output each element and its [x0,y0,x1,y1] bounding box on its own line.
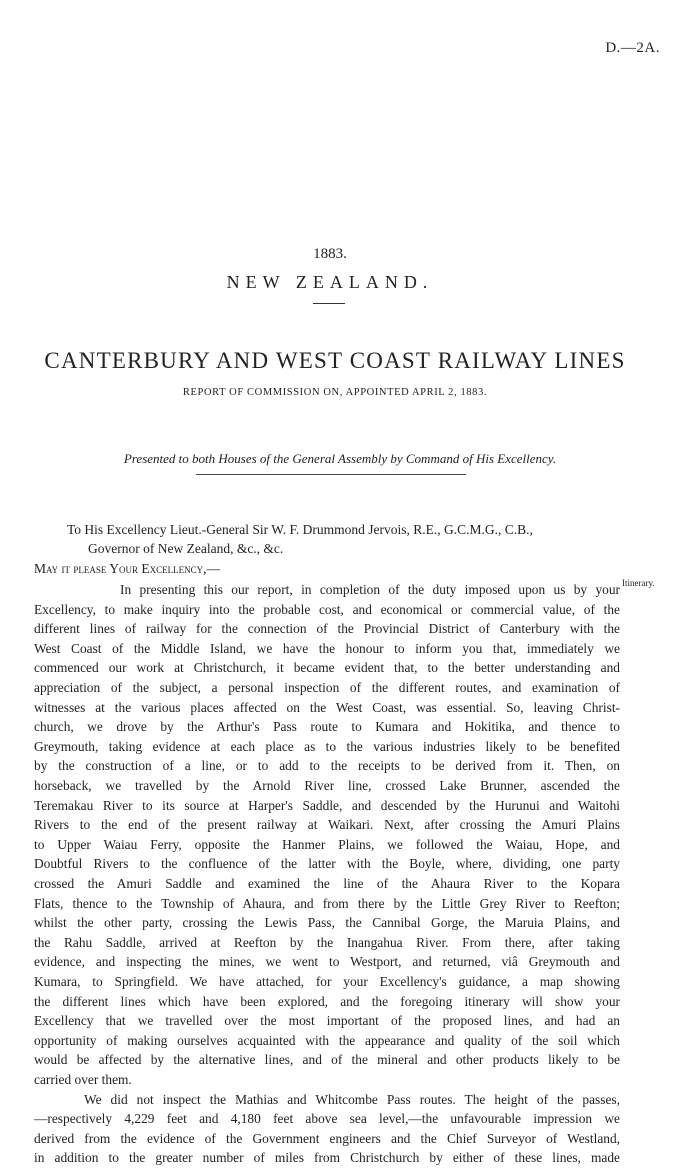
document-title: CANTERBURY AND WEST COAST RAILWAY LINES [44,348,626,373]
body-text-line: We did not inspect the Mathias and Whitcombe Pass routes. The height of the passes, [84,1091,620,1107]
divider [196,474,466,475]
body-text-line: would be affected by the alternative lines, and of the mineral and other products likely to be [34,1052,620,1068]
paper-reference: D.—2A. [605,40,660,56]
year: 1883. [313,246,347,262]
body-text-line: to Upper Waiau Ferry, opposite the Hanmer Plains, we followed the Waiau, Hope, and [34,836,620,852]
body-text-line: the different lines which have been explored, and the foregoing itinerary will show your [34,993,620,1009]
body-text-line: whilst the other party, crossing the Lewis Pass, the Cannibal Gorge, the Maruia Plains, and [34,915,620,931]
body-text-line: church, we drove by the Arthur's Pass route to Kumara and Hokitika, and thence to [34,719,620,735]
body-text-line: crossed the Amuri Saddle and examined the line of the Ahaura River to the Kopara [34,876,620,891]
body-text-line: appreciation of the subject, a personal inspection of the different routes, and examination of [34,680,620,695]
body-text-line: In presenting this our report, in completion of the duty imposed upon us by your [120,582,620,597]
body-text-line: Rivers to the end of the present railway at Waikari. Next, after crossing the Amuri Plains [34,817,620,833]
body-text-line: different lines of railway for the connection of the Provincial District of Canterbury with the [34,621,620,637]
body-text-line: the Rahu Saddle, arrived at Reefton by the Inangahua River. From there, after taking [34,934,620,950]
body-text-line: Flats, thence to the Township of Ahaura, and from there by the Little Grey River to Reefton; [34,895,620,911]
body-text-line: Doubtful Rivers to the confluence of the latter with the Boyle, where, dividing, one party [34,856,620,872]
body-text-line: horseback, we travelled by the Arnold River line, crossed Lake Brunner, ascended the [34,778,620,793]
body-text-line: commenced our work at Christchurch, it became evident that, to the better understanding and [34,660,620,676]
body-text-line: Teremakau River to its source at Harper's Saddle, and descended by the Hurunui and Waitohi [34,797,620,813]
country-heading: NEW ZEALAND. [226,272,434,292]
body-text-line: carried over them. [34,1072,132,1087]
divider [313,303,345,304]
body-text-line: West Coast of the Middle Island, we have the honour to inform you that, immediately we [34,640,620,656]
body-text-line: Kumara, to Springfield. We have attached, for your Excellency's guidance, a map showing [34,974,620,989]
body-text-line: by the construction of a line, or to add to the receipts to be derived from it. Then, on [34,758,620,774]
body-text-line: witnesses at the various places affected on the West Coast, was essential. So, leaving Christ- [34,699,620,715]
body-text-line: Excellency, to make inquiry into the probable cost, and economical or commercial value, of the [34,601,620,617]
margin-note: Itinerary. [622,578,655,588]
presented-line: Presented to both Houses of the General Assembly by Command of His Excellency. [123,451,557,466]
body-text-line: Excellency that we travelled over the most important of the proposed lines, and had an [34,1013,620,1029]
document-subtitle: REPORT OF COMMISSION ON, APPOINTED APRIL 2, 1883. [182,387,488,398]
body-text-line: in addition to the greater number of miles from Christchurch by either of these lines, made [34,1150,620,1166]
body-text-line: evidence, and inspecting the mines, we went to Westport, and returned, viâ Greymouth and [34,954,620,970]
salutation: May it please Your Excellency,— [34,561,221,576]
body-text-line: derived from the evidence of the Government engineers and the Chief Surveyor of Westland, [34,1130,620,1146]
body-text-line: —respectively 4,229 feet and 4,180 feet above sea level,—the unfavourable impression we [34,1111,620,1127]
body-text-line: Greymouth, taking evidence at each place as to the various industries likely to be benefited [34,738,620,754]
address-line: To His Excellency Lieut.-General Sir W. F. Drummond Jervois, R.E., G.C.M.G., C.B., [67,522,533,537]
body-text-line: opportunity of making ourselves acquainted with the appearance and quality of the soil which [34,1032,620,1048]
address-line: Governor of New Zealand, &c., &c. [88,541,284,556]
